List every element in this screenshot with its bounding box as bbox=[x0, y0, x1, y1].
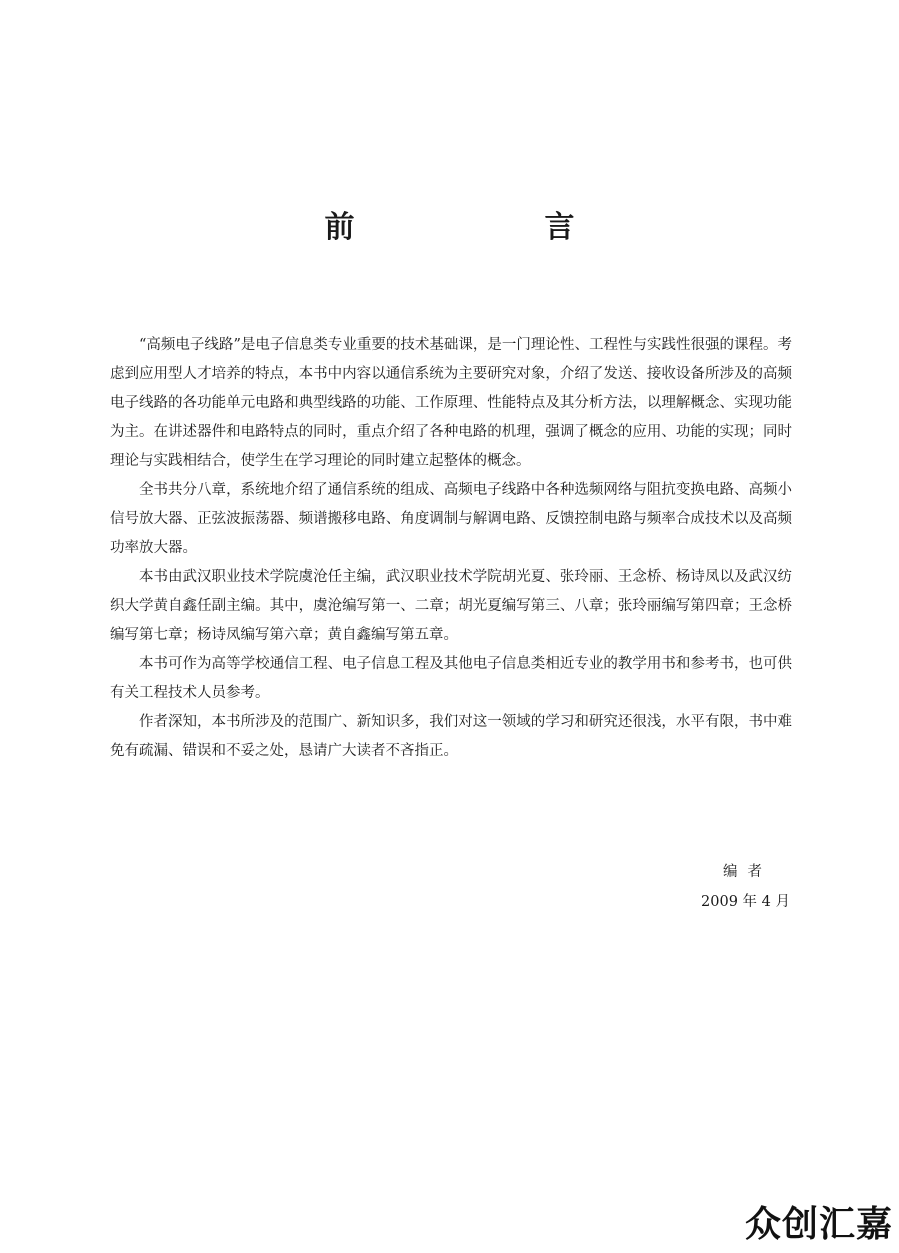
paragraph-3: 本书由武汉职业技术学院虞沧任主编，武汉职业技术学院胡光夏、张玲丽、王念桥、杨诗凤以及武汉纺织大学黄自鑫任副主编。其中，虞沧编写第一、二章；胡光夏编写第三、八章；张玲丽编写第四章；王念桥编写第七章；杨诗凤编写第六章；黄自鑫编写第五章。 bbox=[110, 569, 792, 643]
paragraph-5: 作者深知，本书所涉及的范围广、新知识多，我们对这一领域的学习和研究还很浅，水平有限，书中难免有疏漏、错误和不妥之处，恳请广大读者不吝指正。 bbox=[110, 714, 792, 759]
signature-block bbox=[600, 857, 790, 917]
paragraph-4: 本书可作为高等学校通信工程、电子信息工程及其他电子信息类相近专业的教学用书和参考书，也可供有关工程技术人员参考。 bbox=[110, 656, 792, 701]
signature-author: 编者 bbox=[723, 864, 772, 880]
page-title: 前 言 bbox=[324, 210, 655, 245]
signature-date: 2009 年 4 月 bbox=[701, 894, 790, 910]
paragraph-2: 全书共分八章，系统地介绍了通信系统的组成、高频电子线路中各种选频网络与阻抗变换电路、高频小信号放大器、正弦波振荡器、频谱搬移电路、角度调制与解调电路、反馈控制电路与频率合成技术以及高频功率放大器。 bbox=[110, 482, 792, 556]
preface-body bbox=[110, 331, 792, 766]
watermark-logo: 众创汇嘉 bbox=[744, 1204, 893, 1245]
paragraph-1: “高频电子线路”是电子信息类专业重要的技术基础课，是一门理论性、工程性与实践性很强的课程。考虑到应用型人才培养的特点，本书中内容以通信系统为主要研究对象，介绍了发送、接收设备所涉及的高频电子线路的各功能单元电路和典型线路的功能、工作原理、性能特点及其分析方法，以理解概念、实现功能为主。在讲述器件和电路特点的同时，重点介绍了各种电路的机理，强调了概念的应用、功能的实现；同时理论与实践相结合，使学生在学习理论的同时建立起整体的概念。 bbox=[110, 337, 792, 469]
